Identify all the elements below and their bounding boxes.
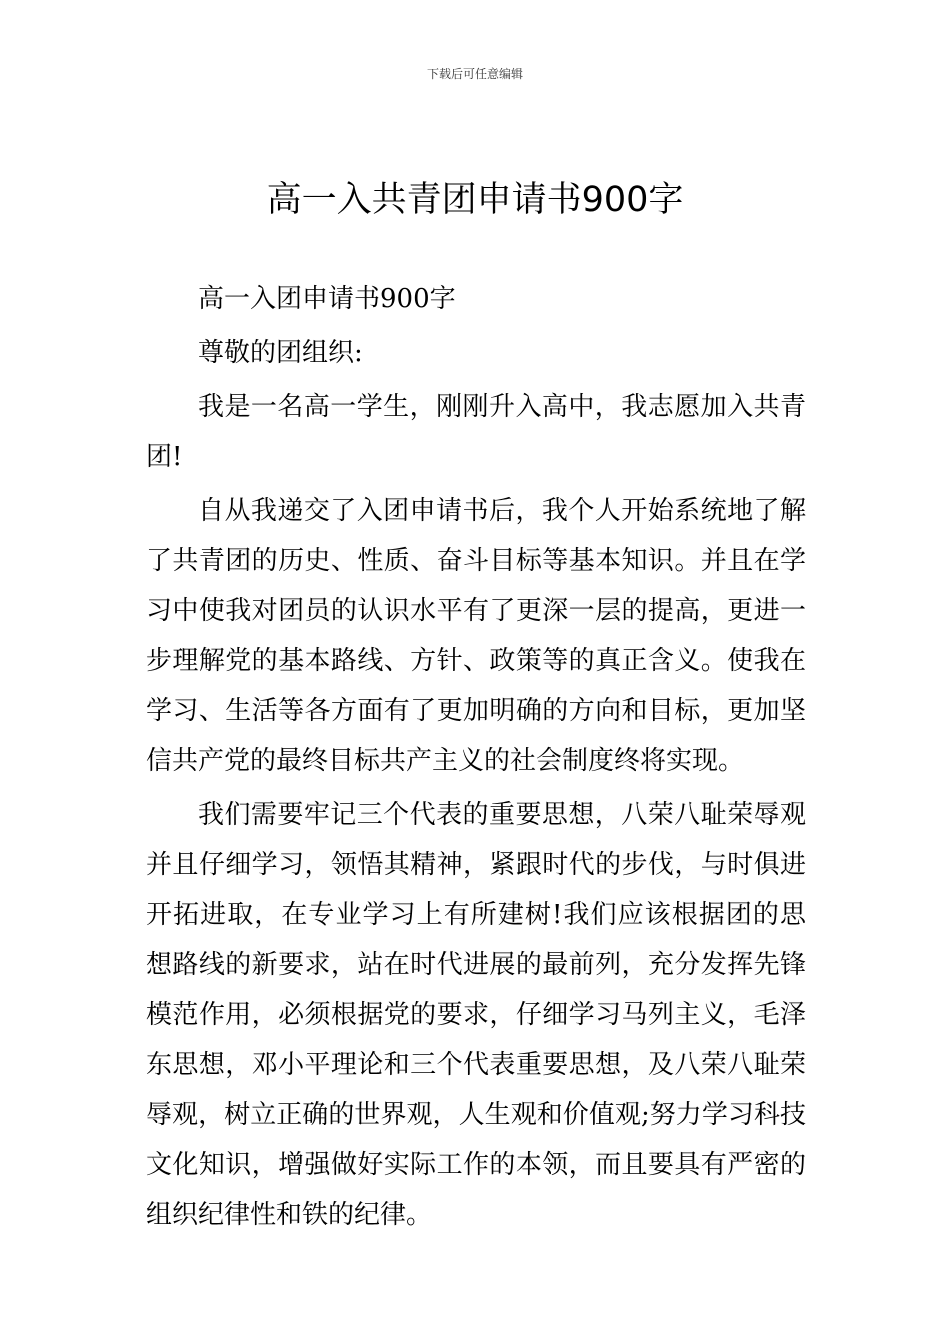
subtitle-paragraph: 高一入团申请书900字 bbox=[198, 284, 456, 314]
document-title: 高一入共青团申请书900字 bbox=[266, 180, 684, 220]
header-note: 下载后可任意编辑 bbox=[426, 67, 523, 81]
document-body bbox=[146, 274, 806, 1240]
body-paragraph-2: 我们需要牢记三个代表的重要思想，八荣八耻荣辱观并且仔细学习，领悟其精神，紧跟时代的步伐，与时俱进开拓进取，在专业学习上有所建树!我们应该根据团的思想路线的新要求，站在时代进展的最前列，充分发挥先锋模范作用，必须根据党的要求，仔细学习马列主义，毛泽东思想，邓小平理论和三个代表重要思想，及八荣八耻荣辱观，树立正确的世界观，人生观和价值观;努力学习科技文化知识，增强做好实际工作的本领，而且要具有严密的组织纪律性和铁的纪律。 bbox=[146, 800, 806, 1230]
body-paragraph-1: 自从我递交了入团申请书后，我个人开始系统地了解了共青团的历史、性质、奋斗目标等基本知识。并且在学习中使我对团员的认识水平有了更深一层的提高，更进一步理解党的基本路线、方针、政策等的真正含义。使我在学习、生活等各方面有了更加明确的方向和目标，更加坚信共产党的最终目标共产主义的社会制度终将实现。 bbox=[146, 496, 806, 776]
intro-paragraph: 我是一名高一学生，刚刚升入高中，我志愿加入共青团! bbox=[146, 392, 806, 472]
salutation-paragraph: 尊敬的团组织: bbox=[198, 338, 363, 368]
